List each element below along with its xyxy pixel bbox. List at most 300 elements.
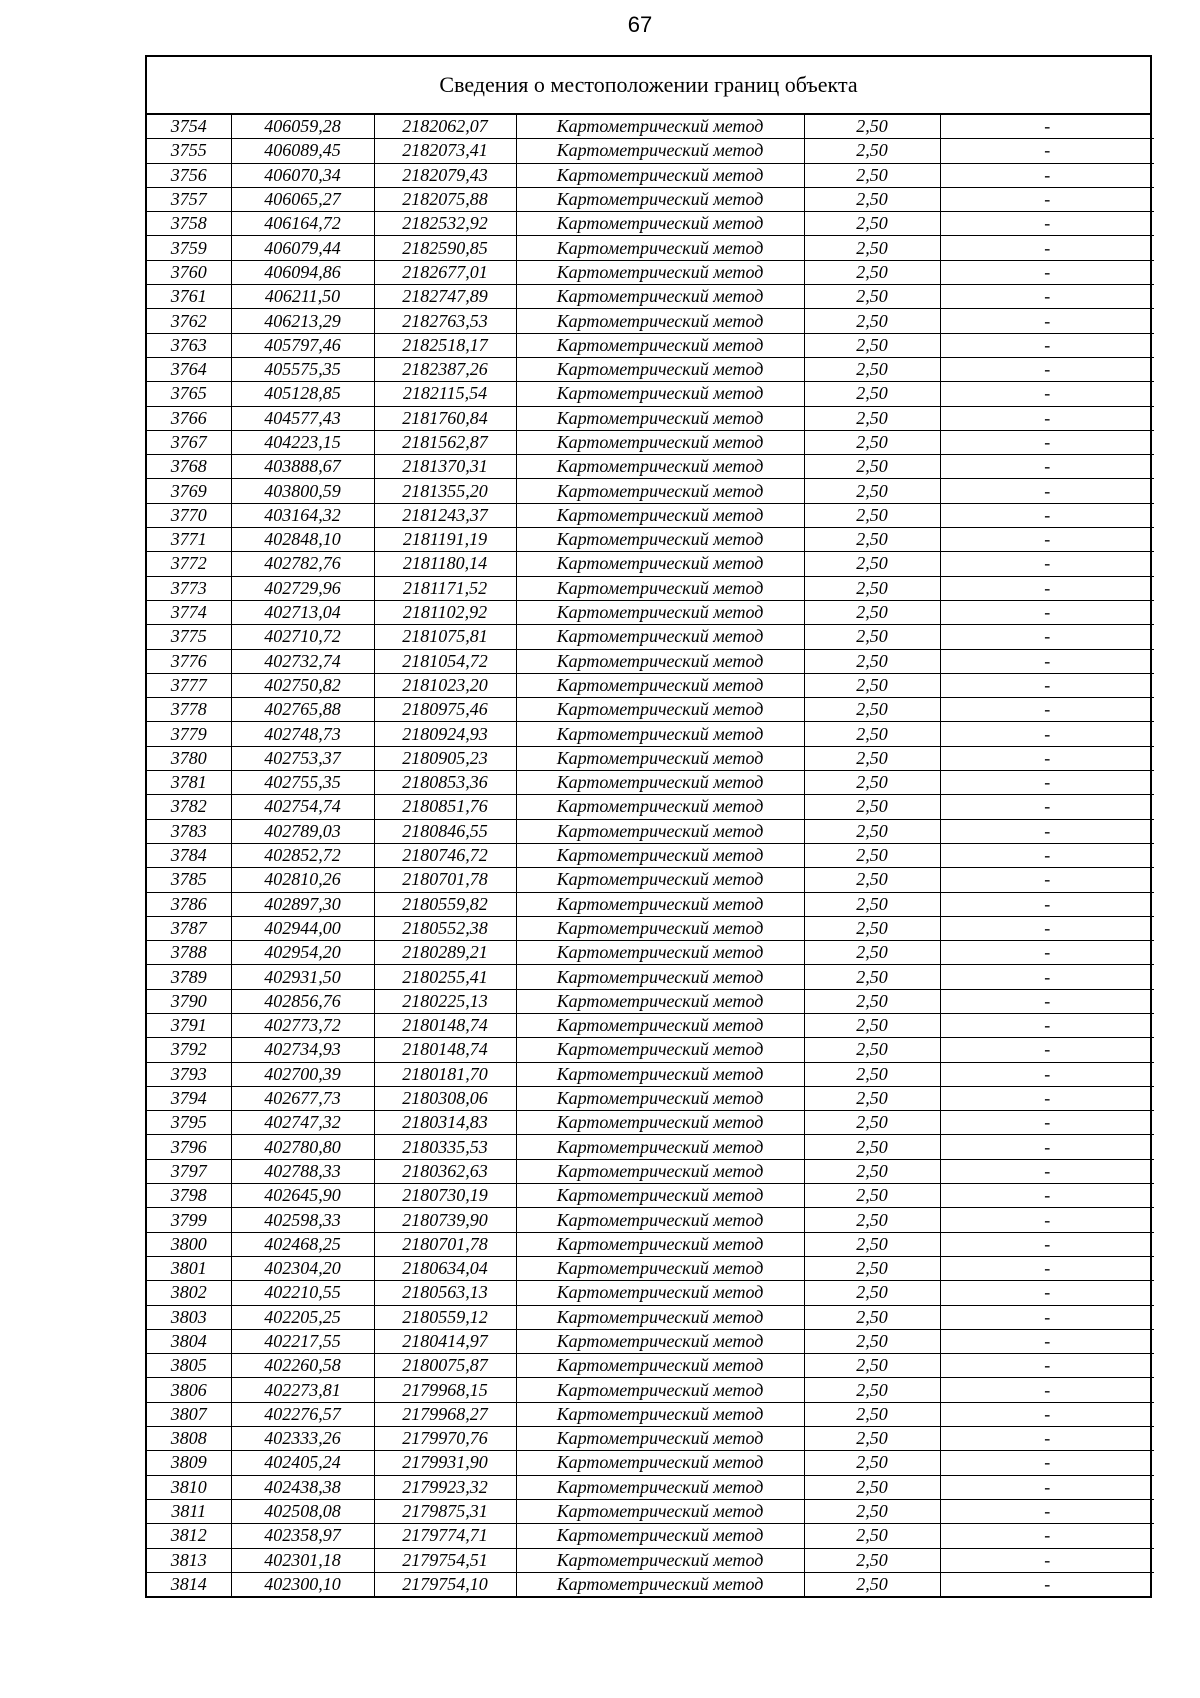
method-cell: Картометрический метод (516, 1086, 804, 1110)
method-cell: Картометрический метод (516, 746, 804, 770)
y-coordinate-cell: 2182763,53 (374, 309, 516, 333)
accuracy-cell: 2,50 (804, 236, 940, 260)
table-row (147, 406, 1154, 430)
description-cell: - (940, 163, 1154, 187)
method-cell: Картометрический метод (516, 430, 804, 454)
table-row (147, 649, 1154, 673)
description-cell: - (940, 285, 1154, 309)
description-cell: - (940, 1524, 1154, 1548)
y-coordinate-cell: 2180905,23 (374, 746, 516, 770)
y-coordinate-cell: 2180975,46 (374, 698, 516, 722)
point-number-cell: 3783 (147, 819, 231, 843)
method-cell: Картометрический метод (516, 673, 804, 697)
point-number-cell: 3775 (147, 625, 231, 649)
table-row (147, 333, 1154, 357)
accuracy-cell: 2,50 (804, 1184, 940, 1208)
description-cell: - (940, 1086, 1154, 1110)
x-coordinate-cell: 402598,33 (231, 1208, 374, 1232)
point-number-cell: 3774 (147, 600, 231, 624)
method-cell: Картометрический метод (516, 479, 804, 503)
accuracy-cell: 2,50 (804, 333, 940, 357)
y-coordinate-cell: 2180181,70 (374, 1062, 516, 1086)
table-row (147, 1427, 1154, 1451)
point-number-cell: 3798 (147, 1184, 231, 1208)
method-cell: Картометрический метод (516, 600, 804, 624)
y-coordinate-cell: 2182747,89 (374, 285, 516, 309)
y-coordinate-cell: 2181102,92 (374, 600, 516, 624)
table-row (147, 746, 1154, 770)
point-number-cell: 3777 (147, 673, 231, 697)
x-coordinate-cell: 402301,18 (231, 1548, 374, 1572)
point-number-cell: 3784 (147, 843, 231, 867)
method-cell: Картометрический метод (516, 989, 804, 1013)
y-coordinate-cell: 2181243,37 (374, 503, 516, 527)
method-cell: Картометрический метод (516, 455, 804, 479)
description-cell: - (940, 430, 1154, 454)
description-cell: - (940, 892, 1154, 916)
x-coordinate-cell: 402210,55 (231, 1281, 374, 1305)
table-row (147, 139, 1154, 163)
accuracy-cell: 2,50 (804, 1013, 940, 1037)
y-coordinate-cell: 2181180,14 (374, 552, 516, 576)
description-cell: - (940, 1402, 1154, 1426)
y-coordinate-cell: 2182062,07 (374, 115, 516, 139)
table-row (147, 1111, 1154, 1135)
x-coordinate-cell: 402754,74 (231, 795, 374, 819)
x-coordinate-cell: 404577,43 (231, 406, 374, 430)
y-coordinate-cell: 2179970,76 (374, 1427, 516, 1451)
coordinates-table (147, 115, 1154, 1596)
method-cell: Картометрический метод (516, 552, 804, 576)
table-row (147, 115, 1154, 139)
method-cell: Картометрический метод (516, 212, 804, 236)
method-cell: Картометрический метод (516, 1572, 804, 1596)
accuracy-cell: 2,50 (804, 941, 940, 965)
accuracy-cell: 2,50 (804, 1111, 940, 1135)
point-number-cell: 3762 (147, 309, 231, 333)
method-cell: Картометрический метод (516, 1499, 804, 1523)
point-number-cell: 3806 (147, 1378, 231, 1402)
point-number-cell: 3772 (147, 552, 231, 576)
method-cell: Картометрический метод (516, 1184, 804, 1208)
description-cell: - (940, 673, 1154, 697)
table-row (147, 1402, 1154, 1426)
point-number-cell: 3763 (147, 333, 231, 357)
accuracy-cell: 2,50 (804, 1062, 940, 1086)
description-cell: - (940, 941, 1154, 965)
y-coordinate-cell: 2181191,19 (374, 528, 516, 552)
description-cell: - (940, 1378, 1154, 1402)
method-cell: Картометрический метод (516, 236, 804, 260)
x-coordinate-cell: 402852,72 (231, 843, 374, 867)
x-coordinate-cell: 406079,44 (231, 236, 374, 260)
x-coordinate-cell: 403888,67 (231, 455, 374, 479)
table-row (147, 357, 1154, 381)
x-coordinate-cell: 403800,59 (231, 479, 374, 503)
table-row (147, 285, 1154, 309)
table-row (147, 1354, 1154, 1378)
description-cell: - (940, 1329, 1154, 1353)
method-cell: Картометрический метод (516, 406, 804, 430)
description-cell: - (940, 1038, 1154, 1062)
x-coordinate-cell: 406213,29 (231, 309, 374, 333)
method-cell: Картометрический метод (516, 139, 804, 163)
point-number-cell: 3804 (147, 1329, 231, 1353)
accuracy-cell: 2,50 (804, 1256, 940, 1280)
table-row (147, 1086, 1154, 1110)
point-number-cell: 3768 (147, 455, 231, 479)
point-number-cell: 3813 (147, 1548, 231, 1572)
x-coordinate-cell: 406059,28 (231, 115, 374, 139)
y-coordinate-cell: 2180563,13 (374, 1281, 516, 1305)
method-cell: Картометрический метод (516, 771, 804, 795)
description-cell: - (940, 1281, 1154, 1305)
y-coordinate-cell: 2181562,87 (374, 430, 516, 454)
accuracy-cell: 2,50 (804, 1232, 940, 1256)
y-coordinate-cell: 2179968,27 (374, 1402, 516, 1426)
description-cell: - (940, 479, 1154, 503)
table-row (147, 479, 1154, 503)
x-coordinate-cell: 403164,32 (231, 503, 374, 527)
description-cell: - (940, 1572, 1154, 1596)
x-coordinate-cell: 402438,38 (231, 1475, 374, 1499)
description-cell: - (940, 1111, 1154, 1135)
method-cell: Картометрический метод (516, 382, 804, 406)
accuracy-cell: 2,50 (804, 1208, 940, 1232)
method-cell: Картометрический метод (516, 357, 804, 381)
accuracy-cell: 2,50 (804, 309, 940, 333)
table-row (147, 1256, 1154, 1280)
table-row (147, 382, 1154, 406)
y-coordinate-cell: 2180552,38 (374, 916, 516, 940)
table-row (147, 260, 1154, 284)
table-row (147, 1062, 1154, 1086)
y-coordinate-cell: 2180701,78 (374, 868, 516, 892)
point-number-cell: 3757 (147, 187, 231, 211)
y-coordinate-cell: 2180362,63 (374, 1159, 516, 1183)
y-coordinate-cell: 2181760,84 (374, 406, 516, 430)
point-number-cell: 3756 (147, 163, 231, 187)
x-coordinate-cell: 402848,10 (231, 528, 374, 552)
method-cell: Картометрический метод (516, 1232, 804, 1256)
accuracy-cell: 2,50 (804, 187, 940, 211)
point-number-cell: 3766 (147, 406, 231, 430)
table-row (147, 1572, 1154, 1596)
point-number-cell: 3778 (147, 698, 231, 722)
accuracy-cell: 2,50 (804, 1402, 940, 1426)
x-coordinate-cell: 402755,35 (231, 771, 374, 795)
x-coordinate-cell: 402782,76 (231, 552, 374, 576)
table-row (147, 916, 1154, 940)
description-cell: - (940, 309, 1154, 333)
y-coordinate-cell: 2179754,10 (374, 1572, 516, 1596)
point-number-cell: 3782 (147, 795, 231, 819)
y-coordinate-cell: 2180853,36 (374, 771, 516, 795)
point-number-cell: 3788 (147, 941, 231, 965)
point-number-cell: 3765 (147, 382, 231, 406)
table-row (147, 1499, 1154, 1523)
description-cell: - (940, 333, 1154, 357)
point-number-cell: 3769 (147, 479, 231, 503)
method-cell: Картометрический метод (516, 1281, 804, 1305)
y-coordinate-cell: 2179931,90 (374, 1451, 516, 1475)
description-cell: - (940, 1548, 1154, 1572)
method-cell: Картометрический метод (516, 649, 804, 673)
method-cell: Картометрический метод (516, 868, 804, 892)
point-number-cell: 3770 (147, 503, 231, 527)
point-number-cell: 3754 (147, 115, 231, 139)
y-coordinate-cell: 2182518,17 (374, 333, 516, 357)
table-row (147, 819, 1154, 843)
accuracy-cell: 2,50 (804, 916, 940, 940)
table-row (147, 941, 1154, 965)
point-number-cell: 3791 (147, 1013, 231, 1037)
method-cell: Картометрический метод (516, 576, 804, 600)
x-coordinate-cell: 406094,86 (231, 260, 374, 284)
point-number-cell: 3787 (147, 916, 231, 940)
method-cell: Картометрический метод (516, 1159, 804, 1183)
point-number-cell: 3786 (147, 892, 231, 916)
x-coordinate-cell: 402931,50 (231, 965, 374, 989)
description-cell: - (940, 1305, 1154, 1329)
accuracy-cell: 2,50 (804, 673, 940, 697)
y-coordinate-cell: 2180148,74 (374, 1013, 516, 1037)
table-row (147, 1135, 1154, 1159)
table-row (147, 1329, 1154, 1353)
x-coordinate-cell: 402713,04 (231, 600, 374, 624)
point-number-cell: 3779 (147, 722, 231, 746)
description-cell: - (940, 406, 1154, 430)
accuracy-cell: 2,50 (804, 406, 940, 430)
y-coordinate-cell: 2180730,19 (374, 1184, 516, 1208)
description-cell: - (940, 236, 1154, 260)
y-coordinate-cell: 2180075,87 (374, 1354, 516, 1378)
description-cell: - (940, 382, 1154, 406)
point-number-cell: 3764 (147, 357, 231, 381)
point-number-cell: 3789 (147, 965, 231, 989)
point-number-cell: 3809 (147, 1451, 231, 1475)
method-cell: Картометрический метод (516, 892, 804, 916)
method-cell: Картометрический метод (516, 163, 804, 187)
table-row (147, 1524, 1154, 1548)
method-cell: Картометрический метод (516, 1427, 804, 1451)
x-coordinate-cell: 402944,00 (231, 916, 374, 940)
description-cell: - (940, 552, 1154, 576)
accuracy-cell: 2,50 (804, 1427, 940, 1451)
method-cell: Картометрический метод (516, 1208, 804, 1232)
point-number-cell: 3812 (147, 1524, 231, 1548)
method-cell: Картометрический метод (516, 333, 804, 357)
method-cell: Картометрический метод (516, 941, 804, 965)
method-cell: Картометрический метод (516, 260, 804, 284)
method-cell: Картометрический метод (516, 916, 804, 940)
x-coordinate-cell: 402753,37 (231, 746, 374, 770)
method-cell: Картометрический метод (516, 1475, 804, 1499)
point-number-cell: 3800 (147, 1232, 231, 1256)
y-coordinate-cell: 2180414,97 (374, 1329, 516, 1353)
description-cell: - (940, 649, 1154, 673)
y-coordinate-cell: 2180308,06 (374, 1086, 516, 1110)
accuracy-cell: 2,50 (804, 552, 940, 576)
table-row (147, 1378, 1154, 1402)
description-cell: - (940, 868, 1154, 892)
boundary-table (145, 55, 1152, 1598)
method-cell: Картометрический метод (516, 309, 804, 333)
y-coordinate-cell: 2181370,31 (374, 455, 516, 479)
accuracy-cell: 2,50 (804, 1499, 940, 1523)
accuracy-cell: 2,50 (804, 455, 940, 479)
table-row (147, 163, 1154, 187)
y-coordinate-cell: 2181355,20 (374, 479, 516, 503)
accuracy-cell: 2,50 (804, 600, 940, 624)
table-row (147, 989, 1154, 1013)
accuracy-cell: 2,50 (804, 722, 940, 746)
accuracy-cell: 2,50 (804, 357, 940, 381)
y-coordinate-cell: 2180314,83 (374, 1111, 516, 1135)
accuracy-cell: 2,50 (804, 382, 940, 406)
table-row (147, 1159, 1154, 1183)
point-number-cell: 3759 (147, 236, 231, 260)
method-cell: Картометрический метод (516, 1402, 804, 1426)
method-cell: Картометрический метод (516, 187, 804, 211)
point-number-cell: 3799 (147, 1208, 231, 1232)
method-cell: Картометрический метод (516, 1524, 804, 1548)
point-number-cell: 3758 (147, 212, 231, 236)
y-coordinate-cell: 2181075,81 (374, 625, 516, 649)
description-cell: - (940, 746, 1154, 770)
table-row (147, 698, 1154, 722)
table-row (147, 795, 1154, 819)
accuracy-cell: 2,50 (804, 1305, 940, 1329)
accuracy-cell: 2,50 (804, 746, 940, 770)
description-cell: - (940, 989, 1154, 1013)
method-cell: Картометрический метод (516, 1111, 804, 1135)
point-number-cell: 3785 (147, 868, 231, 892)
description-cell: - (940, 212, 1154, 236)
x-coordinate-cell: 402729,96 (231, 576, 374, 600)
description-cell: - (940, 819, 1154, 843)
x-coordinate-cell: 402645,90 (231, 1184, 374, 1208)
point-number-cell: 3810 (147, 1475, 231, 1499)
x-coordinate-cell: 402897,30 (231, 892, 374, 916)
accuracy-cell: 2,50 (804, 843, 940, 867)
page-number: 67 (627, 12, 653, 37)
accuracy-cell: 2,50 (804, 260, 940, 284)
point-number-cell: 3796 (147, 1135, 231, 1159)
point-number-cell: 3808 (147, 1427, 231, 1451)
y-coordinate-cell: 2180746,72 (374, 843, 516, 867)
x-coordinate-cell: 402810,26 (231, 868, 374, 892)
point-number-cell: 3780 (147, 746, 231, 770)
description-cell: - (940, 1208, 1154, 1232)
method-cell: Картометрический метод (516, 625, 804, 649)
table-row (147, 771, 1154, 795)
point-number-cell: 3771 (147, 528, 231, 552)
y-coordinate-cell: 2180148,74 (374, 1038, 516, 1062)
point-number-cell: 3802 (147, 1281, 231, 1305)
y-coordinate-cell: 2182532,92 (374, 212, 516, 236)
x-coordinate-cell: 402260,58 (231, 1354, 374, 1378)
y-coordinate-cell: 2179923,32 (374, 1475, 516, 1499)
table-row (147, 1208, 1154, 1232)
accuracy-cell: 2,50 (804, 1159, 940, 1183)
x-coordinate-cell: 402276,57 (231, 1402, 374, 1426)
method-cell: Картометрический метод (516, 1038, 804, 1062)
point-number-cell: 3755 (147, 139, 231, 163)
accuracy-cell: 2,50 (804, 1281, 940, 1305)
method-cell: Картометрический метод (516, 819, 804, 843)
x-coordinate-cell: 406065,27 (231, 187, 374, 211)
description-cell: - (940, 600, 1154, 624)
x-coordinate-cell: 406164,72 (231, 212, 374, 236)
description-cell: - (940, 1184, 1154, 1208)
x-coordinate-cell: 402405,24 (231, 1451, 374, 1475)
x-coordinate-cell: 402747,32 (231, 1111, 374, 1135)
x-coordinate-cell: 402217,55 (231, 1329, 374, 1353)
point-number-cell: 3805 (147, 1354, 231, 1378)
description-cell: - (940, 1475, 1154, 1499)
x-coordinate-cell: 402748,73 (231, 722, 374, 746)
point-number-cell: 3767 (147, 430, 231, 454)
x-coordinate-cell: 405128,85 (231, 382, 374, 406)
description-cell: - (940, 455, 1154, 479)
y-coordinate-cell: 2180559,12 (374, 1305, 516, 1329)
accuracy-cell: 2,50 (804, 479, 940, 503)
accuracy-cell: 2,50 (804, 430, 940, 454)
accuracy-cell: 2,50 (804, 989, 940, 1013)
y-coordinate-cell: 2180255,41 (374, 965, 516, 989)
description-cell: - (940, 528, 1154, 552)
table-row (147, 187, 1154, 211)
table-row (147, 1281, 1154, 1305)
accuracy-cell: 2,50 (804, 698, 940, 722)
description-cell: - (940, 1232, 1154, 1256)
point-number-cell: 3760 (147, 260, 231, 284)
x-coordinate-cell: 402273,81 (231, 1378, 374, 1402)
point-number-cell: 3797 (147, 1159, 231, 1183)
point-number-cell: 3776 (147, 649, 231, 673)
accuracy-cell: 2,50 (804, 1135, 940, 1159)
method-cell: Картометрический метод (516, 722, 804, 746)
method-cell: Картометрический метод (516, 1451, 804, 1475)
description-cell: - (940, 722, 1154, 746)
description-cell: - (940, 1256, 1154, 1280)
accuracy-cell: 2,50 (804, 139, 940, 163)
point-number-cell: 3811 (147, 1499, 231, 1523)
x-coordinate-cell: 405797,46 (231, 333, 374, 357)
x-coordinate-cell: 402333,26 (231, 1427, 374, 1451)
description-cell: - (940, 187, 1154, 211)
x-coordinate-cell: 402205,25 (231, 1305, 374, 1329)
description-cell: - (940, 503, 1154, 527)
x-coordinate-cell: 402788,33 (231, 1159, 374, 1183)
accuracy-cell: 2,50 (804, 503, 940, 527)
x-coordinate-cell: 402954,20 (231, 941, 374, 965)
table-row (147, 430, 1154, 454)
point-number-cell: 3761 (147, 285, 231, 309)
y-coordinate-cell: 2180924,93 (374, 722, 516, 746)
accuracy-cell: 2,50 (804, 1329, 940, 1353)
description-cell: - (940, 115, 1154, 139)
table-body (147, 115, 1154, 1596)
y-coordinate-cell: 2180739,90 (374, 1208, 516, 1232)
y-coordinate-cell: 2182075,88 (374, 187, 516, 211)
description-cell: - (940, 1499, 1154, 1523)
table-row (147, 965, 1154, 989)
accuracy-cell: 2,50 (804, 528, 940, 552)
x-coordinate-cell: 402677,73 (231, 1086, 374, 1110)
y-coordinate-cell: 2180851,76 (374, 795, 516, 819)
